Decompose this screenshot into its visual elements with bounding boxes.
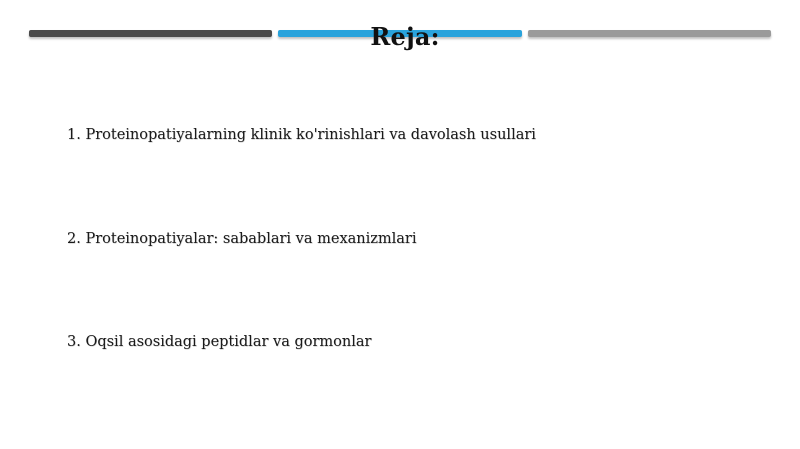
list-item: 3. Oqsil asosidagi peptidlar va gormonlar <box>67 334 372 350</box>
list-item: 2. Proteinopatiyalar: sabablari va mexanizmlari <box>67 231 417 247</box>
slide-title: Reja: <box>370 22 440 51</box>
list-item: 1. Proteinopatiyalarning klinik ko'rinishlari va davolash usullari <box>67 127 536 143</box>
